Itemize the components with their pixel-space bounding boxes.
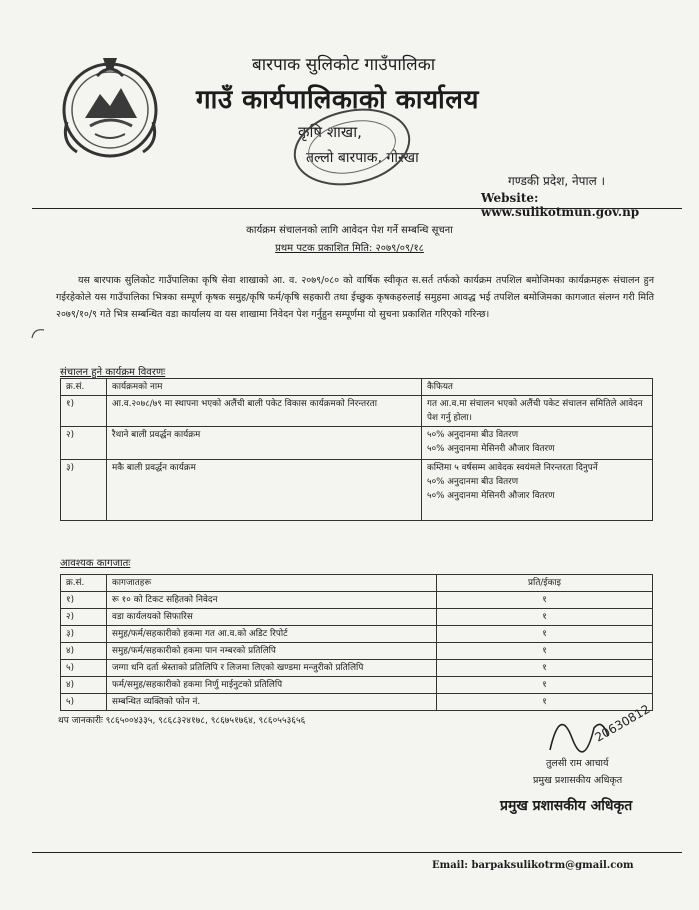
municipality-name: बारपाक सुलिकोट गाउँपालिका [252,55,436,75]
office-name: गाउँ कार्यपालिकाको कार्यालय [196,85,479,115]
table-row: १) आ.व.२०७८/७९ मा स्थापना भएको अलैंची बाली पकेट विकास कार्यक्रमको निरन्तरता गत आ.व.मा संचालन भएको अलैंची पकेट संचालन समितिले आवेदन पेश गर्नु होला। [61,396,653,427]
signatory-name: तुलसी राम आचार्य [546,758,609,769]
col-header-name: कार्यक्रमको नाम [107,379,422,396]
col-header-remarks: कैफियत [422,379,653,396]
documents-title: आवश्यक कागजातः [60,558,131,569]
nepal-emblem-icon [55,52,165,164]
programs-table [60,378,653,521]
website-link[interactable]: Website: www.sulikotmun.gov.np [481,191,640,219]
table-row: २) रैथाने बाली प्रवर्द्धन कार्यक्रम ५०% अनुदानमा बीउ वितरण ५०% अनुदानमा मेसिनरी औजार वितरण [61,427,653,460]
office-seal-stamp [288,104,416,190]
table-row: २) वडा कार्यलयको सिफारिस १ [61,609,653,626]
documents-table [60,574,653,711]
province-name: गण्डकी प्रदेश, नेपाल । [508,174,606,188]
notice-subject: कार्यक्रम संचालनको लागि आवेदन पेश गर्ने सम्बन्धि सूचना [246,225,453,236]
office-address: तल्लो बारपाक, गोरखा [306,150,419,166]
col-header-sn: क्र.सं. [61,379,107,396]
designation-stamp: प्रमुख प्रशासकीय अधिकृत [500,798,633,814]
publish-date: प्रथम पटक प्रकाशित मिति: २०७९/०९/१८ [275,243,424,254]
header-divider [32,208,682,209]
table-row: ३) समुह/फर्म/सहकारीको हकमा गत आ.व.को अडिट रिपोर्ट १ [61,626,653,643]
col-header-documents: कागजातहरू [107,575,437,592]
department-name: कृषि शाखा, [298,123,362,141]
table-row: ५) जग्गा धनि दर्ता श्रेस्ताको प्रतिलिपि र लिजमा लिएको खण्डमा मन्जुरीको प्रतिलिपि १ [61,660,653,677]
table-row: १) रू १० को टिकट सहितको निवेदन १ [61,592,653,609]
programs-title: संचालन हुने कार्यक्रम विवरणः [60,367,166,378]
col-header-qty: प्रति/ईकाइ [437,575,653,592]
table-row: ४) समुह/फर्म/सहकारीको हकमा पान नम्बरको प्रतिलिपि १ [61,643,653,660]
footer-divider [32,852,682,853]
notice-body: यस बारपाक सुलिकोट गाउँपालिका कृषि सेवा शाखाको आ. व. २०७९/०८० को वार्षिक स्वीकृत स.सर्त तर्फको कार्यक्रम तपशिल बमोजिमका कार्यक्रमहरू संचालन हुन गईरहेकोले यस गाउँपालिका भित्रका सम्पूर्ण कृषक समुह/कृषि फर्म/कृषि सहकारी तथा ईच्छुक कृषकहरुलाई समुहमा आवद्ध भई तपशिल बमोजिमका कागजात संलग्न गरी मिति २०७९/१०/९ गते भित्र सम्बन्धित वडा कार्यालय वा यस शाखामा निवेदन पेश गर्नुहुन सम्पूर्णमा यो सुचना प्रकाशित गरिएको गरिन्छ। [56,275,654,320]
col-header-sn: क्र.सं. [61,575,107,592]
contact-numbers: थप जानकारीः ९८६५००४३३५, ९८६८३२४१७८, ९८६७५१७६४, ९८६०५५३६५६ [58,716,306,726]
email-link[interactable]: Email: barpaksulikotrm@gmail.com [432,860,634,871]
pen-mark-icon [30,326,46,340]
svg-text:20630812: 20630812 [592,701,653,745]
table-row: ३) मकै बाली प्रवर्द्धन कार्यक्रम कम्तिमा ५ वर्षसम्म आवेदक स्वयंमले निरन्तरता दिनुपर्ने ५०% अनुदानमा बीउ वितरण ५०% अनुदानमा मेसिनरी औजार वितरण [61,460,653,521]
table-row: ४) फर्म/समुह/सहकारीको हकमा निर्णु माईनुटको प्रतिलिपि १ [61,677,653,694]
signatory-designation: प्रमुख प्रशासकीय अधिकृत [533,775,623,786]
table-row: ५) सम्बन्धित व्यक्तिको फोन नं. १ [61,694,653,711]
signature-scribble [542,698,667,762]
